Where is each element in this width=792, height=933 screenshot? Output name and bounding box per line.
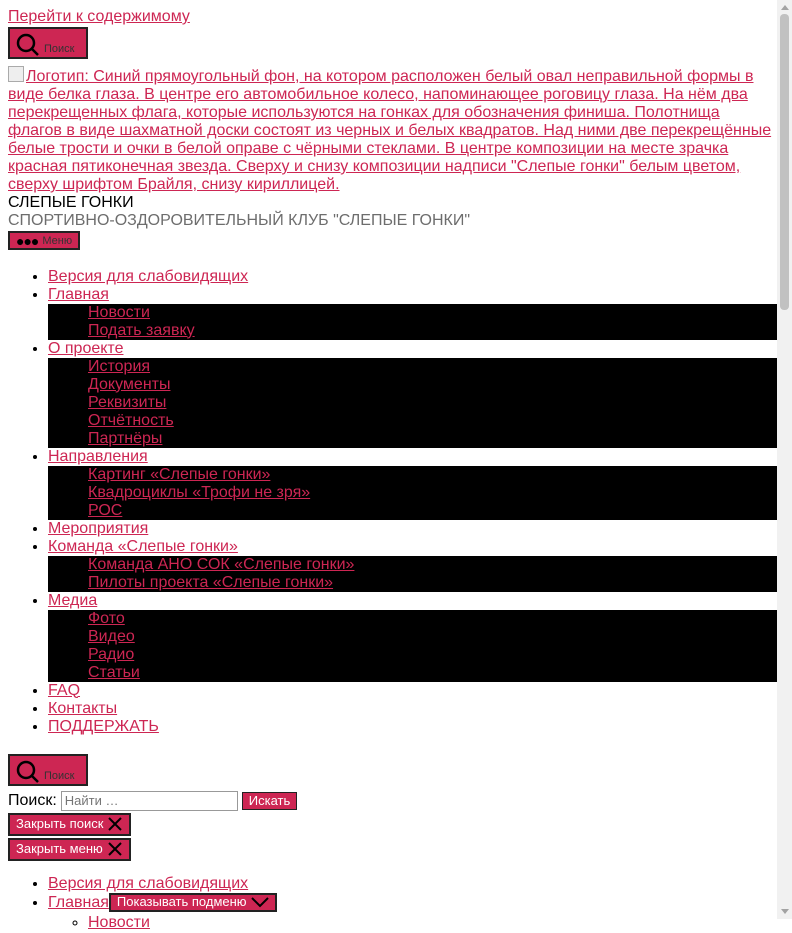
submenu-directions bbox=[48, 466, 777, 520]
submenu-item bbox=[88, 556, 777, 574]
menu-link-events[interactable]: Мероприятия bbox=[48, 519, 149, 537]
close-icon bbox=[107, 816, 123, 832]
mobile-menu-item-home bbox=[48, 893, 777, 933]
submenu-link-pilots[interactable]: Пилоты проекта «Слепые гонки» bbox=[88, 573, 334, 591]
menu-item-home bbox=[48, 286, 777, 340]
chevron-down-icon bbox=[251, 896, 269, 908]
mobile-menu-item-accessibility bbox=[48, 875, 777, 893]
submenu-link-video[interactable]: Видео bbox=[88, 627, 135, 645]
submenu-link-documents[interactable]: Документы bbox=[88, 375, 171, 393]
submenu-link-karting[interactable]: Картинг «Слепые гонки» bbox=[88, 465, 271, 483]
submenu-media bbox=[48, 610, 777, 682]
close-search-button[interactable] bbox=[8, 813, 131, 836]
menu-toggle-button[interactable] bbox=[8, 231, 80, 250]
mobile-menu-link-home[interactable]: Главная bbox=[48, 893, 109, 911]
submenu-about bbox=[48, 358, 777, 448]
primary-nav bbox=[8, 268, 777, 736]
submenu-link-partners[interactable]: Партнёры bbox=[88, 429, 163, 447]
site-description: СПОРТИВНО-ОЗДОРОВИТЕЛЬНЫЙ КЛУБ "СЛЕПЫЕ ГОНКИ" bbox=[8, 212, 471, 229]
menu-link-support[interactable]: ПОДДЕРЖАТЬ bbox=[48, 717, 159, 735]
menu-item-support bbox=[48, 718, 777, 736]
submenu-link-news[interactable]: Новости bbox=[88, 303, 150, 321]
submenu-home bbox=[48, 304, 777, 340]
scrollbar-thumb[interactable] bbox=[780, 14, 789, 310]
close-icon bbox=[107, 841, 123, 857]
menu-link-faq[interactable]: FAQ bbox=[48, 681, 81, 699]
submenu-item bbox=[88, 376, 777, 394]
submenu-item bbox=[88, 304, 777, 322]
mobile-menu-link-accessibility[interactable]: Версия для слабовидящих bbox=[48, 874, 249, 892]
page-scrollbar[interactable] bbox=[777, 0, 792, 919]
mobile-nav bbox=[8, 875, 777, 933]
mobile-submenu-item bbox=[88, 913, 777, 933]
submenu-link-apply[interactable]: Подать заявку bbox=[88, 321, 195, 339]
submenu-link-photo[interactable]: Фото bbox=[88, 609, 125, 627]
submenu-link-history[interactable]: История bbox=[88, 357, 151, 375]
search-toggle-label: Поиск bbox=[44, 43, 75, 55]
submenu-link-reports[interactable]: Отчётность bbox=[88, 411, 174, 429]
menu-item-accessibility bbox=[48, 268, 777, 286]
submenu-item bbox=[88, 430, 777, 448]
menu-item-about bbox=[48, 340, 777, 448]
search-toggle-button[interactable] bbox=[8, 27, 88, 59]
mobile-submenu-home bbox=[48, 913, 777, 933]
submenu-item bbox=[88, 664, 777, 682]
menu-link-about[interactable]: О проекте bbox=[48, 339, 124, 357]
mobile-menu bbox=[8, 875, 777, 933]
menu-link-team[interactable]: Команда «Слепые гонки» bbox=[48, 537, 238, 555]
submenu-item bbox=[88, 628, 777, 646]
submenu-link-requisites[interactable]: Реквизиты bbox=[88, 393, 167, 411]
submenu-link-ros[interactable]: РОС bbox=[88, 501, 123, 519]
search-input[interactable] bbox=[61, 791, 238, 811]
submenu-item bbox=[88, 394, 777, 412]
submenu-item bbox=[88, 322, 777, 340]
submenu-item bbox=[88, 466, 777, 484]
search-toggle-button-2[interactable] bbox=[8, 754, 88, 786]
scroll-up-arrow-icon[interactable] bbox=[781, 5, 789, 10]
site-logo-link[interactable] bbox=[8, 66, 777, 194]
show-submenu-label: Показывать подменю bbox=[116, 894, 247, 909]
menu-link-home[interactable]: Главная bbox=[48, 285, 109, 303]
search-icon bbox=[16, 33, 40, 57]
mobile-submenu-link-news[interactable]: Новости bbox=[88, 913, 150, 931]
search-icon bbox=[16, 760, 40, 784]
menu-link-media[interactable]: Медиа bbox=[48, 591, 98, 609]
search-form bbox=[8, 791, 777, 811]
submenu-link-team-ano[interactable]: Команда АНО СОК «Слепые гонки» bbox=[88, 555, 355, 573]
submenu-item bbox=[88, 358, 777, 376]
site-title: СЛЕПЫЕ ГОНКИ bbox=[8, 194, 134, 211]
dots-icon: ●●● bbox=[16, 232, 39, 249]
menu-link-directions[interactable]: Направления bbox=[48, 447, 148, 465]
close-search-label: Закрыть поиск bbox=[16, 816, 104, 831]
page bbox=[8, 8, 777, 933]
menu-item-faq bbox=[48, 682, 777, 700]
scroll-down-arrow-icon[interactable] bbox=[781, 909, 789, 914]
menu-link-contacts[interactable]: Контакты bbox=[48, 699, 118, 717]
submenu-item bbox=[88, 610, 777, 628]
submenu-link-radio[interactable]: Радио bbox=[88, 645, 135, 663]
submenu-team bbox=[48, 556, 777, 592]
close-menu-button[interactable] bbox=[8, 838, 131, 861]
primary-menu bbox=[8, 268, 777, 736]
skip-to-content-link[interactable]: Перейти к содержимому bbox=[8, 8, 190, 25]
submenu-item bbox=[88, 502, 777, 520]
broken-image-icon bbox=[8, 66, 24, 82]
search-label: Поиск: bbox=[8, 791, 57, 809]
search-submit-button[interactable]: Искать bbox=[242, 792, 298, 810]
submenu-link-articles[interactable]: Статьи bbox=[88, 663, 140, 681]
menu-item-team bbox=[48, 538, 777, 592]
menu-toggle-label: Меню bbox=[42, 234, 73, 247]
show-submenu-button[interactable] bbox=[109, 893, 277, 912]
menu-item-contacts bbox=[48, 700, 777, 718]
menu-item-media bbox=[48, 592, 777, 682]
submenu-link-quads[interactable]: Квадроциклы «Трофи не зря» bbox=[88, 483, 311, 501]
submenu-item bbox=[88, 574, 777, 592]
submenu-item bbox=[88, 646, 777, 664]
search-toggle-label: Поиск bbox=[44, 769, 75, 782]
menu-item-directions bbox=[48, 448, 777, 520]
menu-item-events bbox=[48, 520, 777, 538]
submenu-item bbox=[88, 484, 777, 502]
close-menu-label: Закрыть меню bbox=[16, 841, 103, 856]
submenu-item bbox=[88, 412, 777, 430]
menu-link-accessibility[interactable]: Версия для слабовидящих bbox=[48, 267, 249, 285]
logo-alt-text: Логотип: Синий прямоугольный фон, на котором расположен белый овал неправильной формы в виде белка глаза. В центре его автомобильное колесо, напоминающее роговицу глаза. На нём два перекрещенных флага, которые используются на гонках для обозначения финиша. Полотнища флагов в виде шахматной доски состоят из черных и белых квадратов. Над ними две перекрещённые белые трости и очки в белой оправе с чёрными стеклами. В центре композиции на месте зрачка красная пятиконечная звезда. Сверху и снизу композиции надписи "Слепые гонки" белым цветом, сверху шрифтом Брайля, снизу кириллицей. bbox=[8, 68, 772, 193]
